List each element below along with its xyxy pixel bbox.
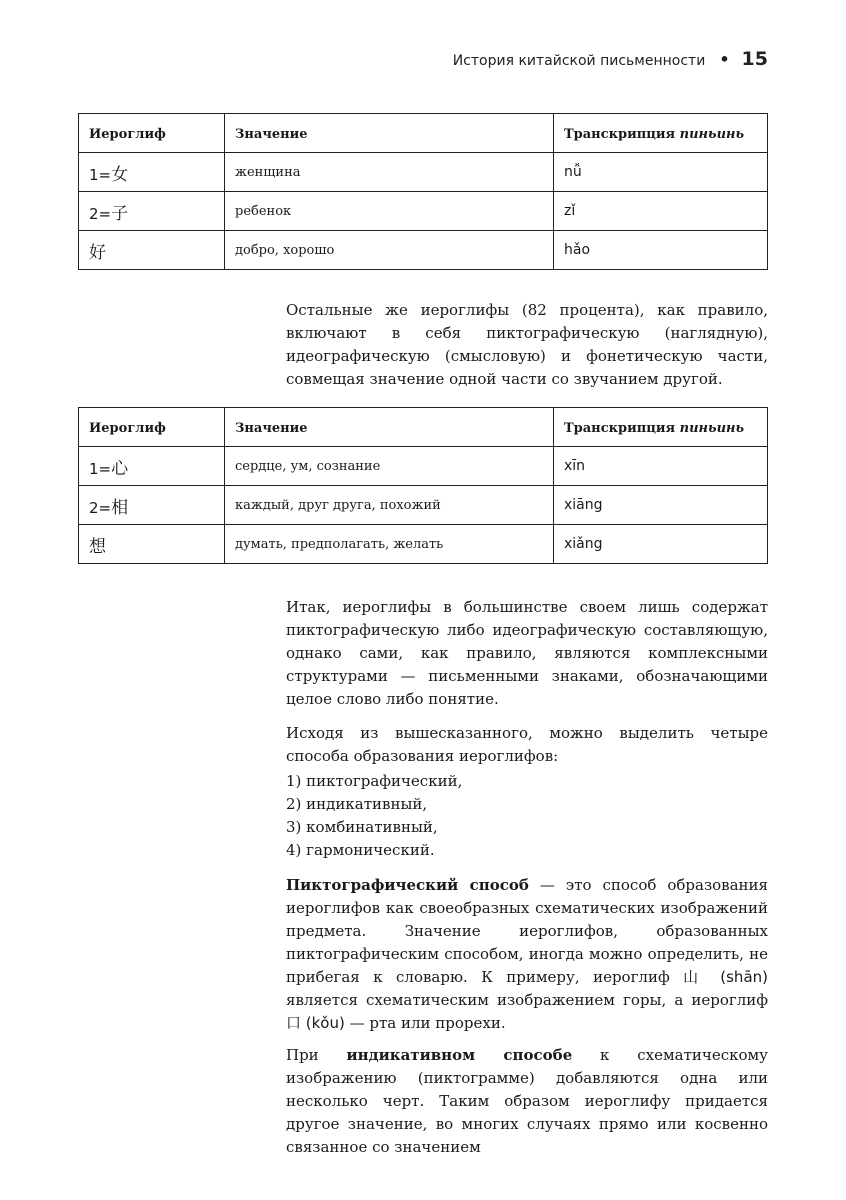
picto-text-1: — это способ образования иероглифов как своеобразных схематических изображений предмета. Значение иероглифов, образованных пиктографическим способом, иногда можно определить, не прибегая к словарю. К примеру, иероглиф xyxy=(286,876,768,986)
running-title: История китайской письменности xyxy=(452,53,706,69)
page-number: 15 xyxy=(741,48,768,70)
picto-text-2: является схематическим изображением горы, а иероглиф xyxy=(286,991,768,1009)
header-glyph: Иероглиф xyxy=(79,114,225,153)
glyph-cell xyxy=(79,525,225,564)
indic-text: к схематическому изображению (пиктограмме) добавляются одна или несколько черт. Таким образом иероглифу придается другое значение, во многих случаях прямо или косвенно связанное со значением xyxy=(286,1046,768,1156)
table-header-row xyxy=(79,408,768,447)
paragraph-methods-intro: Исходя из вышесказанного, можно выделить четыре способа образования иероглифов: xyxy=(286,724,768,765)
pinyin-cell: xiǎng xyxy=(554,525,768,564)
glyph-char: 子 xyxy=(111,203,129,224)
indic-lead: При xyxy=(286,1046,347,1064)
list-item: 1) пиктографический, xyxy=(286,772,463,790)
glyph-cell xyxy=(79,486,225,525)
header-meaning: Значение xyxy=(225,114,554,153)
glyph-mouth: 口 (kǒu) xyxy=(286,1014,345,1032)
glyph-char: 好 xyxy=(89,242,106,263)
meaning-cell: женщина xyxy=(225,153,554,192)
glyph-prefix: 2= xyxy=(89,204,112,223)
glyph-cell xyxy=(79,153,225,192)
picto-text-3: — рта или прорехи. xyxy=(344,1014,506,1032)
pinyin-cell: nǚ xyxy=(554,153,768,192)
table-row xyxy=(79,486,768,525)
header-separator: • xyxy=(719,50,730,69)
pinyin-cell: xīn xyxy=(554,447,768,486)
term-pictographic: Пиктографический способ xyxy=(286,876,529,894)
meaning-cell: добро, хорошо xyxy=(225,231,554,270)
header-transcription xyxy=(554,408,768,447)
glyph-table-2 xyxy=(78,407,768,564)
glyph-char: 相 xyxy=(111,497,129,518)
glyph-cell xyxy=(79,231,225,270)
table-header-row xyxy=(79,114,768,153)
paragraph-intro: Остальные же иероглифы (82 процента), как правило, включают в себя пиктографическую (наглядную), идеографическую (смысловую) и фонетическую части, совмещая значение одной части со звучанием другой. xyxy=(286,301,768,388)
header-pinyin-label: пиньинь xyxy=(679,126,745,142)
glyph-mountain: 山 (shān) xyxy=(683,968,768,986)
meaning-cell: сердце, ум, сознание xyxy=(225,447,554,486)
header-transcription-label: Транскрипция xyxy=(564,126,680,142)
glyph-table-1 xyxy=(78,113,768,270)
glyph-char: 女 xyxy=(111,164,129,185)
header-glyph: Иероглиф xyxy=(79,408,225,447)
pinyin-cell: xiāng xyxy=(554,486,768,525)
table-row xyxy=(79,192,768,231)
glyph-char: 想 xyxy=(89,536,106,557)
paragraph-indicative xyxy=(286,1044,768,1159)
glyph-prefix: 1= xyxy=(89,165,112,184)
list-item: 2) индикативный, xyxy=(286,795,428,813)
running-header xyxy=(78,48,768,74)
header-pinyin-label: пиньинь xyxy=(679,420,745,436)
pinyin-cell: zǐ xyxy=(554,192,768,231)
header-transcription-label: Транскрипция xyxy=(564,420,680,436)
list-item: 4) гармонический. xyxy=(286,841,435,859)
header-meaning: Значение xyxy=(225,408,554,447)
meaning-cell: каждый, друг друга, похожий xyxy=(225,486,554,525)
list-item: 3) комбинативный, xyxy=(286,818,438,836)
meaning-cell: думать, предполагать, желать xyxy=(225,525,554,564)
term-indicative: индикативном способе xyxy=(346,1046,573,1064)
glyph-char: 心 xyxy=(111,458,129,479)
meaning-cell: ребенок xyxy=(225,192,554,231)
paragraph-summary: Итак, иероглифы в большинстве своем лишь содержат пиктографическую либо идеографическую составляющую, однако сами, как правило, являются комплексными структурами — письменными знаками, обозначающими целое слово либо понятие. xyxy=(286,598,768,708)
pinyin-cell: hǎo xyxy=(554,231,768,270)
methods-list xyxy=(286,770,462,862)
header-transcription xyxy=(554,114,768,153)
paragraph-pictographic xyxy=(286,874,768,1035)
table-row xyxy=(79,153,768,192)
glyph-prefix: 2= xyxy=(89,498,112,517)
table-row xyxy=(79,231,768,270)
glyph-cell xyxy=(79,192,225,231)
table-row xyxy=(79,447,768,486)
glyph-prefix: 1= xyxy=(89,459,112,478)
glyph-cell xyxy=(79,447,225,486)
table-row xyxy=(79,525,768,564)
